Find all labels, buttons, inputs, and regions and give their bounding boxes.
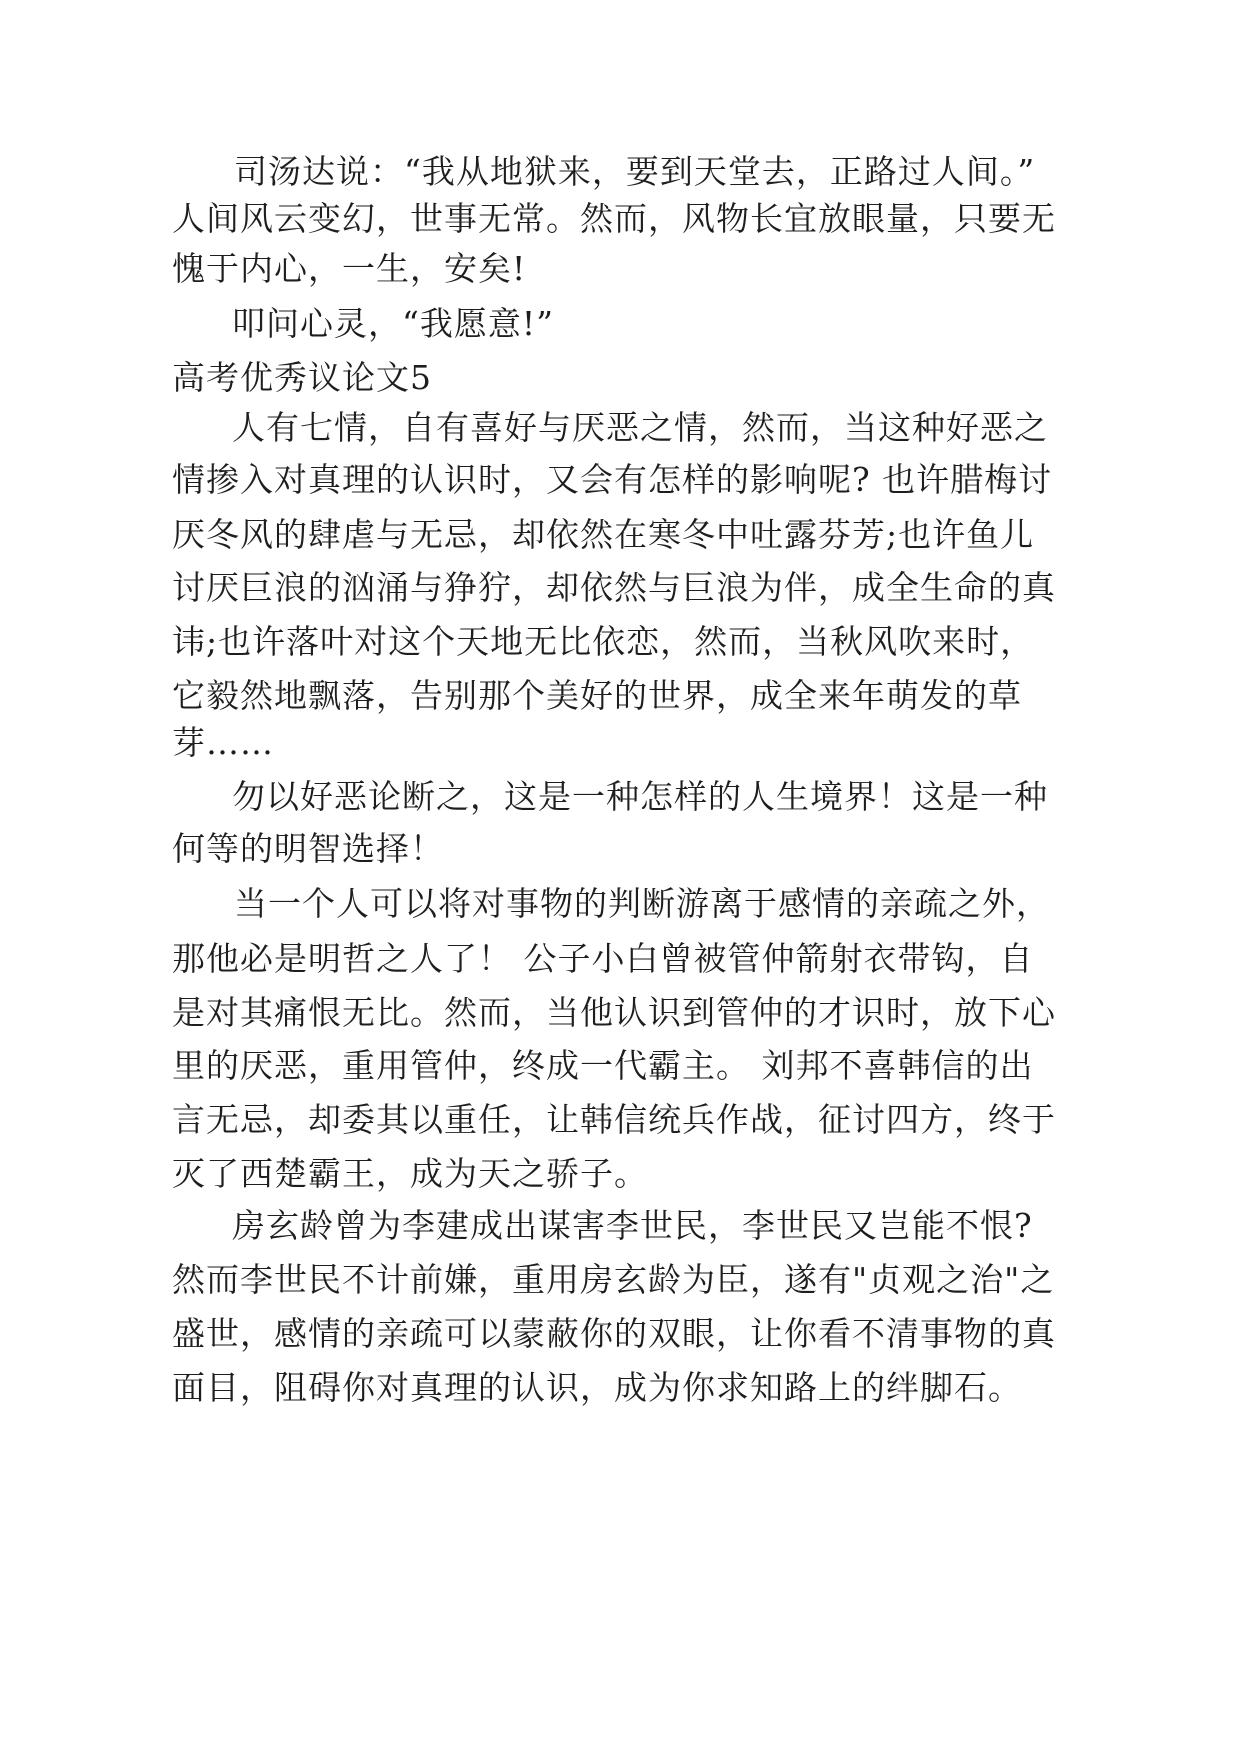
text-line: 是对其痛恨无比。然而，当他认识到管仲的才识时，放下心: [172, 993, 1056, 1032]
text-line: 言无忌，却委其以重任，让韩信统兵作战，征讨四方，终于: [172, 1100, 1056, 1139]
text-line: 愧于内心，一生，安矣!: [172, 249, 527, 288]
text-line: 芽……: [172, 723, 274, 762]
text-line: 讨厌巨浪的汹涌与狰狞，却依然与巨浪为伴，成全生命的真: [172, 568, 1056, 607]
text-line: 然而李世民不计前嫌，重用房玄龄为臣，遂有"贞观之治"之: [172, 1260, 1055, 1299]
section-heading: 高考优秀议论文5: [172, 358, 432, 397]
text-line: 面目，阻碍你对真理的认识，成为你求知路上的绊脚石。: [172, 1368, 1022, 1407]
text-line: 何等的明智选择！: [172, 829, 444, 868]
text-line: 叩问心灵，“我愿意!”: [232, 304, 555, 343]
text-line: 当一个人可以将对事物的判断游离于感情的亲疏之外，: [234, 884, 1050, 923]
text-line: 情掺入对真理的认识时，又会有怎样的影响呢? 也许腊梅讨: [172, 460, 1053, 499]
text-line: 人间风云变幻，世事无常。然而，风物长宜放眼量，只要无: [172, 199, 1056, 238]
text-line: 司汤达说：“我从地狱来，要到天堂去，正路过人间。”: [234, 152, 1036, 191]
text-line: 它毅然地飘落，告别那个美好的世界，成全来年萌发的草: [172, 676, 1022, 715]
text-line: 那他必是明哲之人了！ 公子小白曾被管仲箭射衣带钩，自: [172, 939, 1034, 978]
text-line: 勿以好恶论断之，这是一种怎样的人生境界！这是一种: [232, 777, 1048, 816]
text-line: 讳;也许落叶对这个天地无比依恋，然而，当秋风吹来时，: [172, 622, 1035, 661]
text-line: 灭了西楚霸王，成为天之骄子。: [172, 1154, 648, 1193]
text-line: 人有七情，自有喜好与厌恶之情，然而，当这种好恶之: [232, 408, 1048, 447]
text-line: 房玄龄曾为李建成出谋害李世民，李世民又岂能不恨?: [232, 1206, 1033, 1245]
text-line: 厌冬风的肆虐与无忌，却依然在寒冬中吐露芬芳;也许鱼儿: [172, 515, 1035, 554]
text-line: 里的厌恶，重用管仲，终成一代霸主。 刘邦不喜韩信的出: [172, 1046, 1034, 1085]
text-line: 盛世，感情的亲疏可以蒙蔽你的双眼，让你看不清事物的真: [172, 1314, 1056, 1353]
